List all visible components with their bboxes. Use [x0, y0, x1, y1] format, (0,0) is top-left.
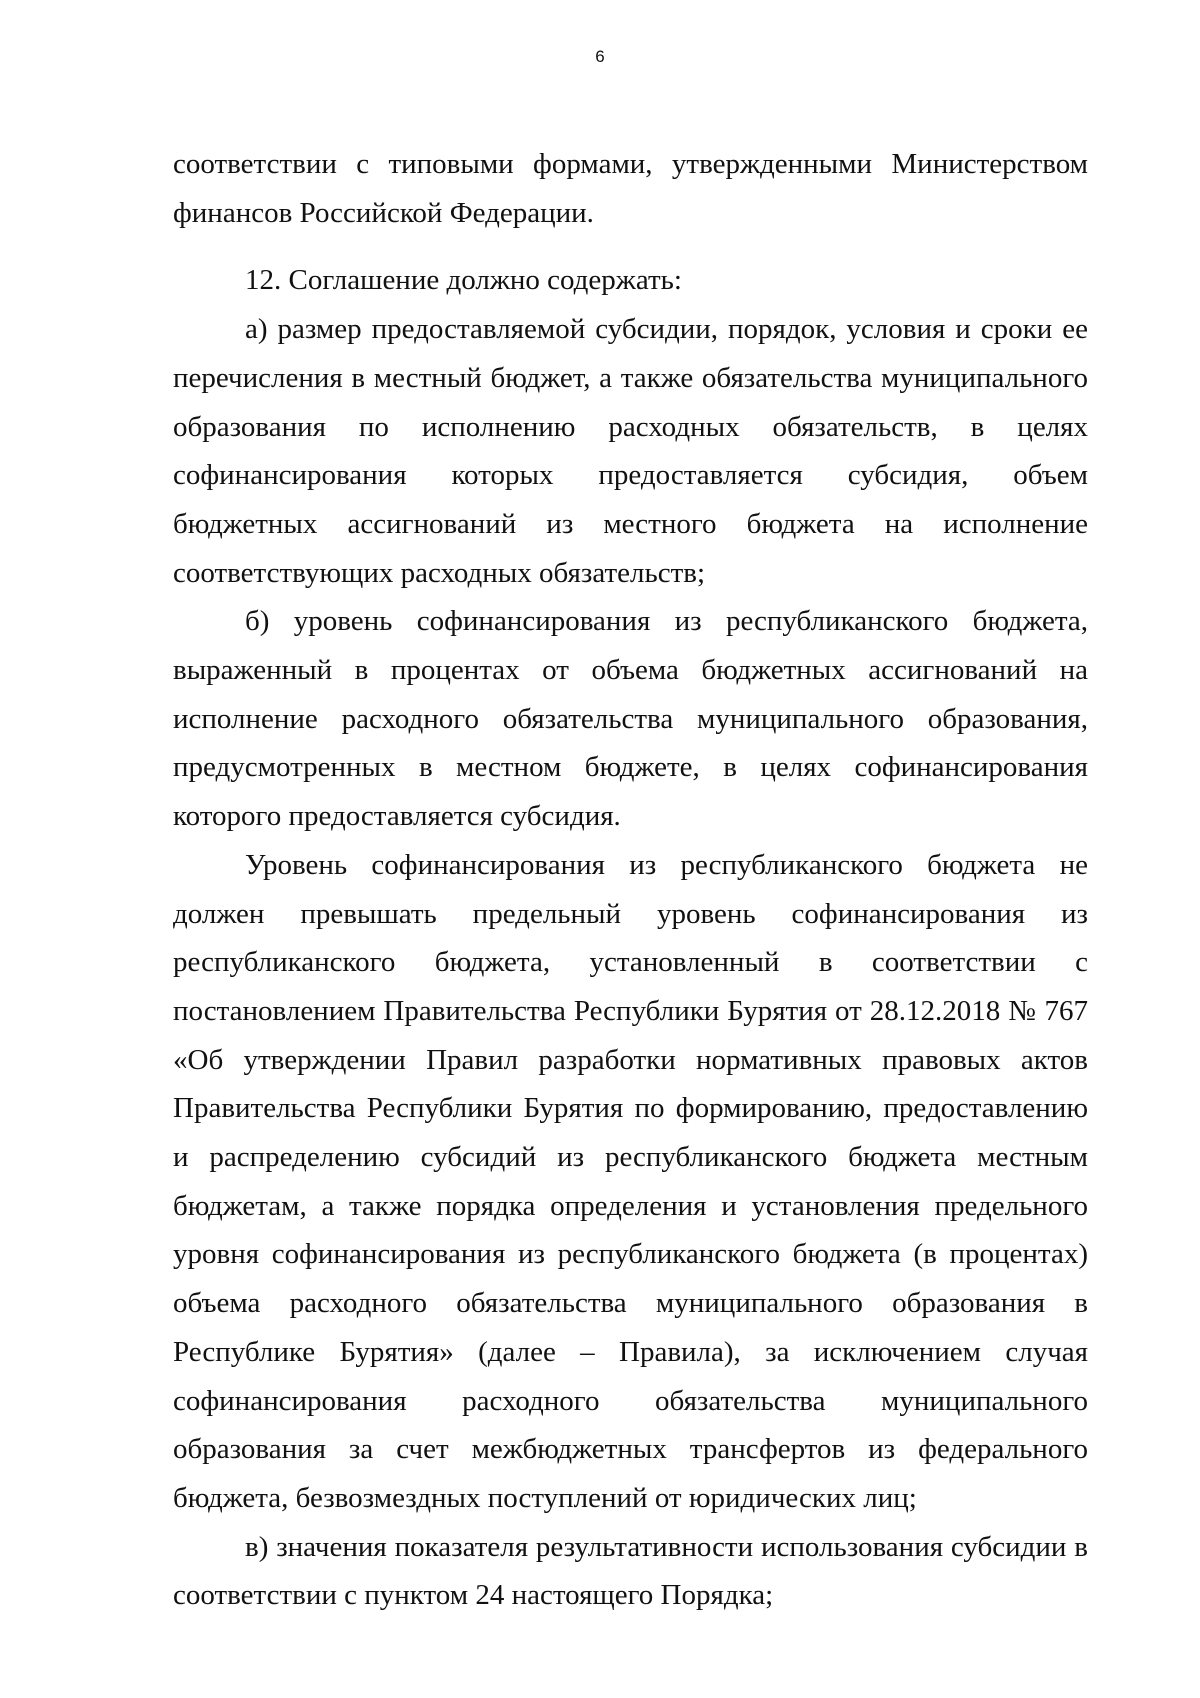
paragraph-subitem-a: а) размер предоставляемой субсидии, порядок, условия и сроки ее перечисления в местный бюджет, а также обязательства муниципального образования по исполнению расходных обязательств, в целях софинансирования которых предоставляется субсидия, объем бюджетных ассигнований из местного бюджета на исполнение соответствующих расходных обязательств;: [173, 313, 1088, 589]
paragraph-subitem-b: б) уровень софинансирования из республиканского бюджета, выраженный в процентах от объема бюджетных ассигнований на исполнение расходного обязательства муниципального образования, предусмотренных в местном бюджете, в целях софинансирования которого предоставляется субсидия.: [173, 605, 1088, 833]
document-body: [173, 140, 1088, 1620]
page-number: 6: [595, 47, 605, 66]
paragraph-item-12: 12. Соглашение должно содержать:: [245, 264, 682, 297]
paragraph-cofinancing-level: Уровень софинансирования из республиканского бюджета не должен превышать предельный уровень софинансирования из республиканского бюджета, установленный в соответствии с постановлением Правительства Республики Бурятия от 28.12.2018 № 767 «Об утверждении Правил разработки нормативных правовых актов Правительства Республики Бурятия по формированию, предоставлению и распределению субсидий из республиканского бюджета местным бюджетам, а также порядка определения и установления предельного уровня софинансирования из республиканского бюджета (в процентах) объема расходного обязательства муниципального образования в Республике Бурятия» (далее – Правила), за исключением случая софинансирования расходного обязательства муниципального образования за счет межбюджетных трансфертов из федерального бюджета, безвозмездных поступлений от юридических лиц;: [173, 848, 1088, 1514]
paragraph-subitem-v: в) значения показателя результативности использования субсидии в соответствии с пунктом 24 настоящего Порядка;: [173, 1530, 1088, 1612]
paragraph-continuation: соответствии с типовыми формами, утвержденными Министерством финансов Российской Федерации.: [173, 148, 1088, 229]
